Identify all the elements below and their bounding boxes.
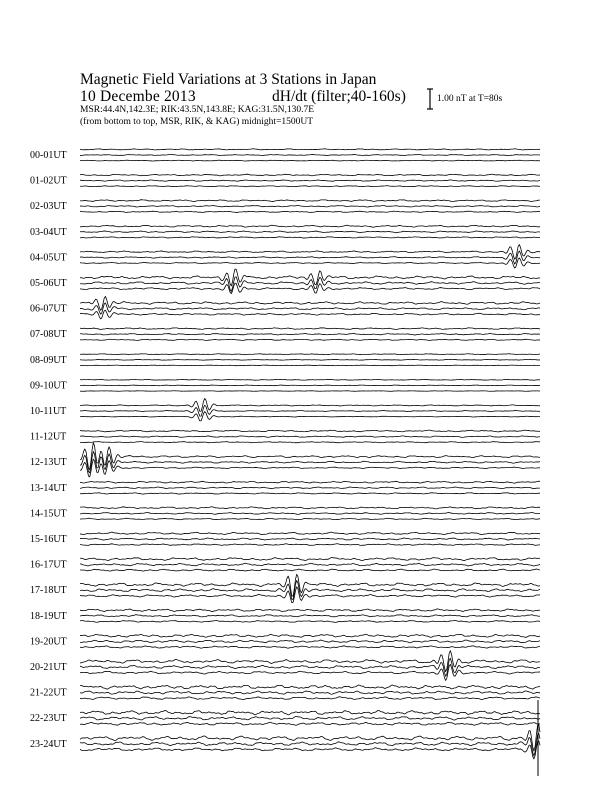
trace-kag (80, 365, 540, 366)
trace-rik (80, 487, 540, 489)
chart-date: 10 Decembe 2013 (80, 88, 196, 105)
trace-rik (80, 251, 540, 264)
hour-label: 03-04UT (30, 226, 67, 238)
trace-kag (80, 412, 540, 421)
trace-msr (80, 724, 540, 751)
trace-msr (80, 507, 540, 509)
trace-kag (80, 283, 540, 293)
hour-label: 15-16UT (30, 534, 67, 545)
hour-label: 17-18UT (30, 585, 67, 597)
trace-msr (80, 634, 540, 637)
trace-msr (80, 328, 540, 330)
trace-msr (80, 532, 540, 534)
trace-msr (80, 149, 540, 150)
trace-kag (80, 722, 540, 725)
trace-msr (80, 443, 540, 470)
trace-kag (80, 310, 540, 319)
trace-msr (80, 354, 540, 355)
trace-rik (80, 717, 540, 721)
hour-label: 14-15UT (30, 508, 67, 520)
trace-msr (80, 430, 540, 432)
trace-rik (80, 691, 540, 694)
chart-title: Magnetic Field Variations at 3 Stations in Japan (80, 71, 377, 88)
trace-kag (80, 544, 540, 546)
trace-msr (80, 481, 540, 483)
trace-kag (80, 587, 540, 603)
trace-rik (80, 452, 540, 473)
trace-kag (80, 569, 540, 571)
trace-rik (80, 205, 540, 207)
hour-label: 01-02UT (30, 175, 67, 187)
trace-msr (80, 379, 540, 380)
trace-kag (80, 620, 540, 622)
trace-rik (80, 385, 540, 386)
station-order-note: (from bottom to top, MSR, RIK, & KAG) midnight=1500UT (80, 117, 314, 127)
trace-rik (80, 333, 540, 334)
hour-label: 04-05UT (30, 252, 67, 264)
hour-label: 06-07UT (30, 303, 67, 315)
hour-label: 20-21UT (30, 662, 67, 673)
hour-label: 23-24UT (30, 738, 67, 750)
hour-label: 09-10UT (30, 380, 67, 392)
hour-label: 12-13UT (30, 457, 67, 469)
trace-kag (80, 339, 540, 340)
trace-kag (80, 391, 540, 392)
trace-kag (80, 211, 540, 212)
trace-kag (80, 258, 540, 268)
trace-kag (80, 442, 540, 443)
trace-kag (80, 186, 540, 187)
station-coordinates: MSR:44.4N,142.3E; RIK:43.5N,143.8E; KAG:31.5N,130.7E (80, 105, 315, 115)
trace-rik (80, 615, 540, 617)
trace-rik (80, 436, 540, 438)
trace-rik (80, 277, 540, 291)
trace-kag (80, 741, 540, 759)
trace-msr (80, 398, 540, 411)
trace-rik (80, 359, 540, 360)
hour-label: 13-14UT (30, 482, 67, 494)
trace-kag (80, 493, 540, 494)
hour-label: 05-06UT (30, 278, 67, 289)
trace-msr (80, 174, 540, 176)
trace-rik (80, 538, 540, 540)
trace-rik (80, 405, 540, 416)
hour-label: 02-03UT (30, 201, 67, 213)
trace-msr (80, 711, 540, 715)
trace-rik (80, 658, 540, 676)
trace-kag (80, 237, 540, 238)
trace-rik (80, 512, 540, 514)
trace-kag (80, 160, 540, 161)
hour-label: 18-19UT (30, 610, 67, 622)
trace-msr (80, 225, 540, 227)
hour-label: 19-20UT (30, 636, 67, 648)
hour-label: 00-01UT (30, 150, 67, 161)
trace-rik (80, 640, 540, 643)
trace-msr (80, 200, 540, 202)
trace-msr (80, 557, 540, 560)
trace-rik (80, 231, 540, 233)
hour-label: 16-17UT (30, 559, 67, 571)
hour-label: 11-12UT (30, 431, 67, 443)
trace-rik (80, 563, 540, 566)
hour-label: 07-08UT (30, 329, 67, 341)
trace-rik (80, 580, 540, 599)
trace-rik (80, 180, 540, 181)
trace-kag (80, 518, 540, 519)
hour-label: 21-22UT (30, 687, 67, 699)
trace-rik (80, 733, 540, 755)
trace-kag (80, 646, 540, 648)
hour-label: 22-23UT (30, 713, 67, 725)
scale-label: 1.00 nT at T=80s (437, 94, 503, 104)
plot-type-label: dH/dt (filter;40-160s) (272, 88, 406, 105)
trace-msr (80, 574, 540, 596)
hour-label: 10-11UT (30, 406, 67, 417)
trace-msr (80, 609, 540, 612)
trace-msr (80, 685, 540, 689)
trace-kag (80, 697, 540, 700)
trace-rik (80, 154, 540, 155)
trace-msr (80, 651, 540, 672)
hour-label: 08-09UT (30, 354, 67, 366)
